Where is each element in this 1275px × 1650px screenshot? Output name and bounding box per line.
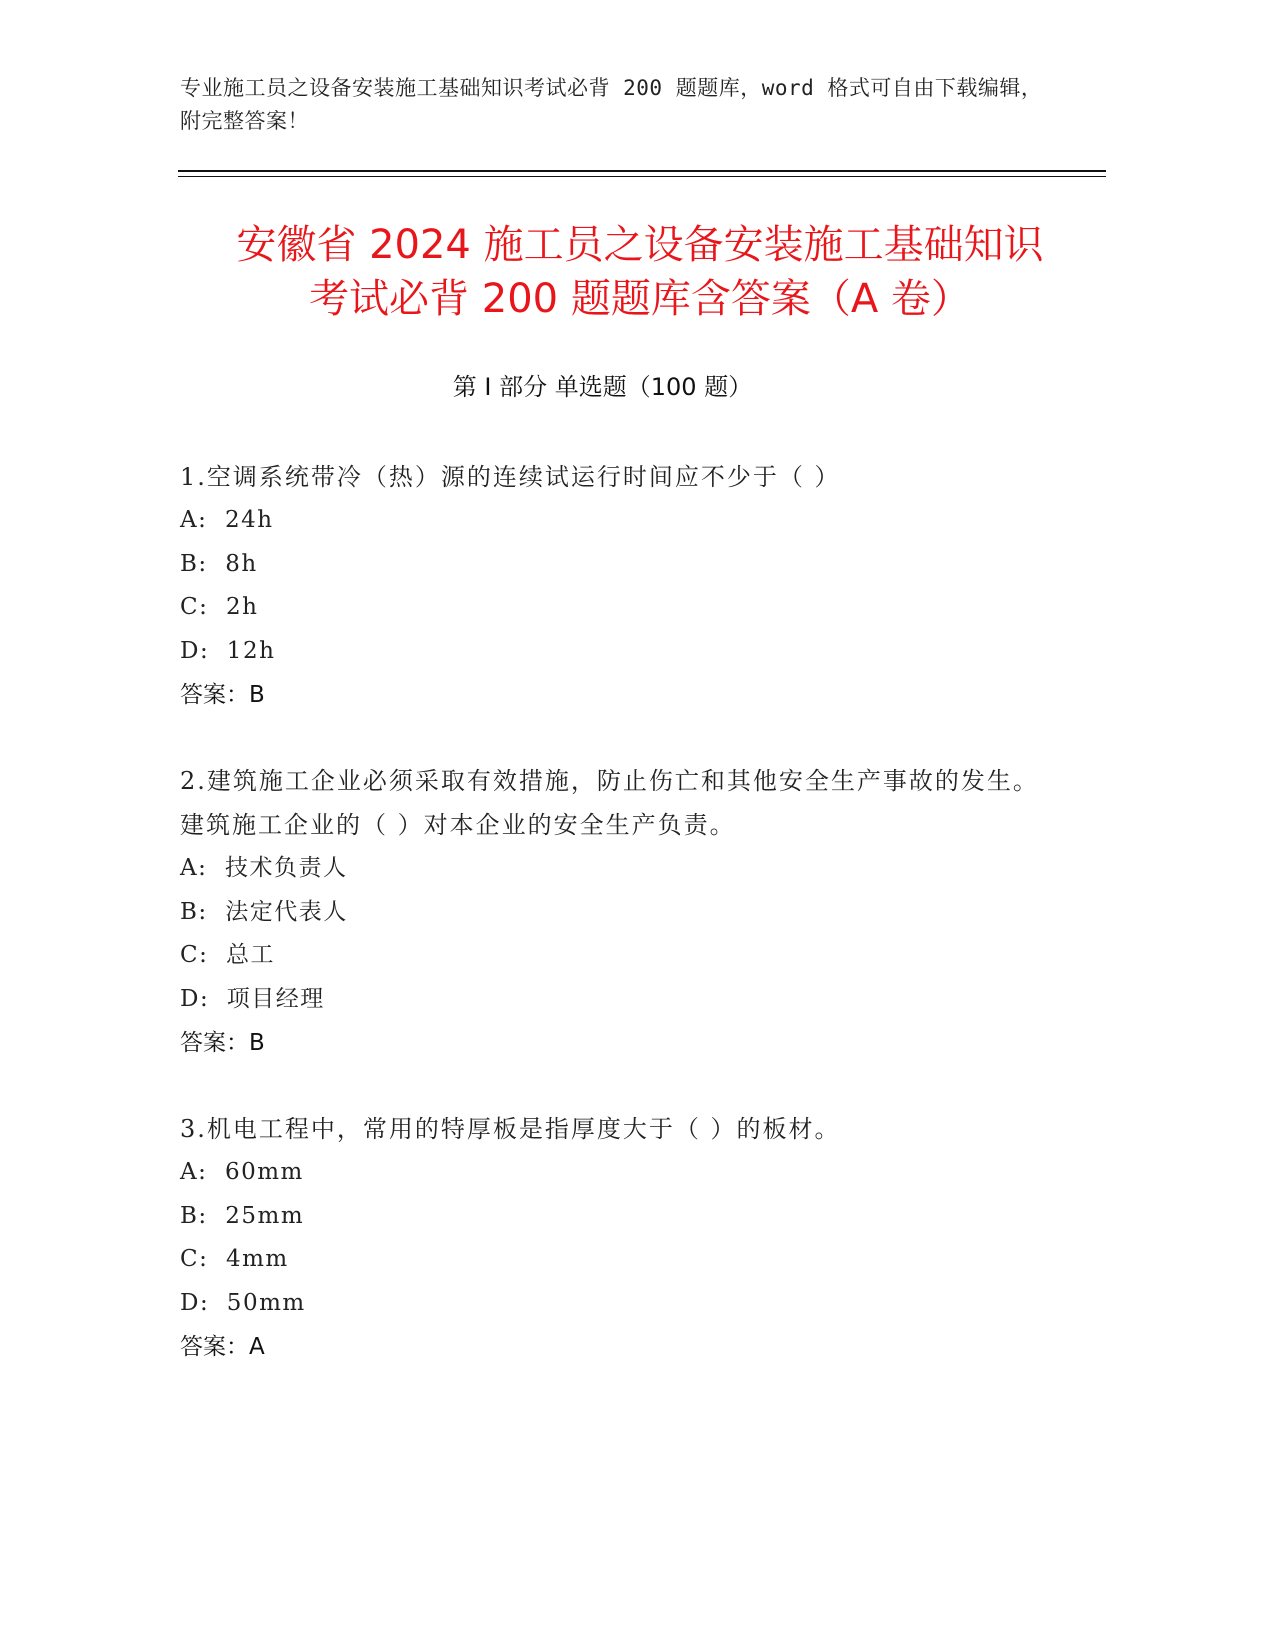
question-stem: 1.空调系统带冷（热）源的连续试运行时间应不少于（ ） <box>180 463 841 491</box>
option-b: B: 25mm <box>180 1202 305 1229</box>
option-b: B: 法定代表人 <box>180 898 348 925</box>
answer-line: 答案：B <box>180 682 265 708</box>
header-divider-thin <box>178 176 1106 177</box>
question-3 <box>180 1107 1040 1369</box>
question-list <box>180 455 1040 1411</box>
document-title <box>140 218 1140 326</box>
question-2 <box>180 759 1040 1065</box>
question-stem: 2.建筑施工企业必须采取有效措施，防止伤亡和其他安全生产事故的发生。建筑施工企业的（ ）对本企业的安全生产负责。 <box>180 767 1039 839</box>
option-a: A: 技术负责人 <box>180 855 348 881</box>
document-title-line-1: 安徽省 2024 施工员之设备安装施工基础知识 <box>236 222 1044 268</box>
option-b: B: 8h <box>180 550 258 577</box>
question-stem: 3.机电工程中，常用的特厚板是指厚度大于（ ）的板材。 <box>180 1115 841 1143</box>
option-d: D: 项目经理 <box>180 985 325 1012</box>
header-note: 专业施工员之设备安装施工基础知识考试必背 200 题题库，word 格式可自由下载编辑，附完整答案！ <box>180 76 1043 133</box>
option-a: A: 24h <box>180 507 274 533</box>
option-c: C: 总工 <box>180 942 275 968</box>
answer-line: 答案：A <box>180 1334 265 1360</box>
option-c: C: 4mm <box>180 1246 289 1272</box>
header-divider-thick <box>178 170 1106 172</box>
document-title-line-2: 考试必背 200 题题库含答案（A 卷） <box>309 276 971 322</box>
option-c: C: 2h <box>180 594 259 620</box>
option-d: D: 50mm <box>180 1289 306 1316</box>
answer-line: 答案：B <box>180 1030 265 1056</box>
option-d: D: 12h <box>180 637 276 664</box>
section-title: 第 I 部分 单选题（100 题） <box>452 373 753 401</box>
question-1 <box>180 455 1040 717</box>
option-a: A: 60mm <box>180 1159 304 1185</box>
